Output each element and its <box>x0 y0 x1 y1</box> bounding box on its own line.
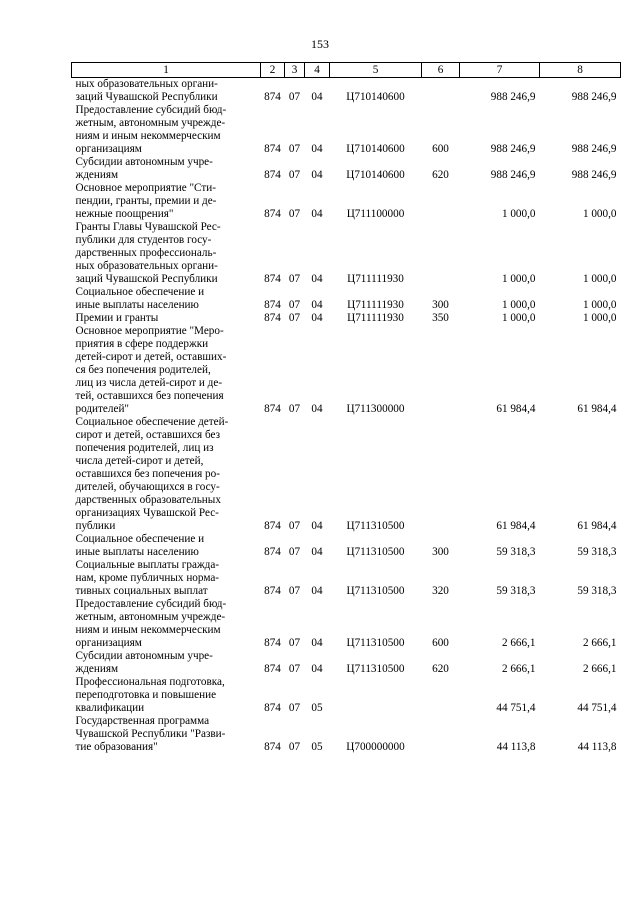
row-target-article: Ц711310500 <box>346 520 405 532</box>
row-target-article: Ц711100000 <box>346 208 405 220</box>
row-section: 07 <box>288 663 301 675</box>
header-col-5: 5 <box>330 63 422 78</box>
row-subsection: 05 <box>311 702 323 714</box>
row-target-article: Ц710140600 <box>346 91 405 103</box>
row-ministry-code: 874 <box>264 546 281 558</box>
budget-table <box>71 62 621 754</box>
row-target-article: Ц711310500 <box>346 637 405 649</box>
row-expense-type: 320 <box>432 585 449 597</box>
row-section: 07 <box>288 585 301 597</box>
header-col-4: 4 <box>305 63 330 78</box>
table-body <box>72 78 621 755</box>
row-subsection: 04 <box>311 585 323 597</box>
row-amount-2: 59 318,3 <box>577 546 617 558</box>
row-target-article: Ц711111930 <box>347 273 404 285</box>
row-section: 07 <box>288 299 301 311</box>
row-target-article: Ц711111930 <box>347 299 404 311</box>
row-expense-type: 600 <box>432 637 449 649</box>
row-subsection: 04 <box>311 403 323 415</box>
header-row <box>72 63 621 78</box>
row-name: Профессиональная подготовка, переподготовка и повышение квалификации <box>75 676 225 714</box>
row-amount-2: 44 113,8 <box>577 741 617 753</box>
row-amount-2: 44 751,4 <box>577 702 617 714</box>
row-name: Субсидии автономным учре- ждениям <box>75 156 213 181</box>
table-row <box>72 104 621 156</box>
row-subsection: 04 <box>311 312 323 324</box>
row-target-article: Ц711310500 <box>346 585 405 597</box>
row-expense-type: 300 <box>432 546 449 558</box>
row-section: 07 <box>288 546 301 558</box>
row-expense-type: 620 <box>432 663 449 675</box>
row-subsection: 04 <box>311 169 323 181</box>
row-expense-type: 620 <box>432 169 449 181</box>
table-row <box>72 156 621 182</box>
row-subsection: 04 <box>311 208 323 220</box>
row-subsection: 04 <box>311 637 323 649</box>
table-row <box>72 312 621 325</box>
row-target-article <box>330 676 422 715</box>
row-amount-1: 44 113,8 <box>496 741 536 753</box>
row-subsection: 05 <box>311 741 323 753</box>
row-section: 07 <box>288 312 301 324</box>
row-name: Гранты Главы Чувашской Рес- публики для студентов госу- дарственных профессиональ- ных образовательных органи- заций Чувашской Республики <box>75 221 221 285</box>
row-amount-1: 1 000,0 <box>501 273 536 285</box>
row-amount-1: 61 984,4 <box>496 403 536 415</box>
table-row <box>72 221 621 286</box>
row-subsection: 04 <box>311 299 323 311</box>
row-name: Государственная программа Чувашской Республики "Разви- тие образования" <box>75 715 226 753</box>
header-col-1: 1 <box>72 63 261 78</box>
row-name: Социальное обеспечение и иные выплаты населению <box>75 533 205 558</box>
row-amount-2: 988 246,9 <box>571 143 617 155</box>
row-section: 07 <box>288 403 301 415</box>
table-row <box>72 676 621 715</box>
row-subsection: 04 <box>311 663 323 675</box>
row-amount-1: 59 318,3 <box>496 585 536 597</box>
table-row <box>72 286 621 312</box>
row-amount-1: 2 666,1 <box>501 637 536 649</box>
row-ministry-code: 874 <box>264 585 281 597</box>
row-ministry-code: 874 <box>264 663 281 675</box>
row-name: ных образовательных органи- заций Чувашской Республики <box>75 78 218 103</box>
row-amount-2: 1 000,0 <box>582 299 617 311</box>
row-ministry-code: 874 <box>264 741 281 753</box>
row-subsection: 04 <box>311 546 323 558</box>
header-col-7: 7 <box>460 63 540 78</box>
row-amount-1: 61 984,4 <box>496 520 536 532</box>
table-row <box>72 78 621 105</box>
row-amount-1: 988 246,9 <box>490 91 536 103</box>
row-ministry-code: 874 <box>264 299 281 311</box>
row-name: Социальное обеспечение детей- сирот и детей, оставшихся без попечения родителей, лиц из числа детей-сирот и детей, оставшихся без попечения ро- дителей, обучающихся в госу- дарственных образовательных организациях Чувашской Рес- публики <box>75 416 229 532</box>
page-number: 153 <box>311 37 329 51</box>
row-subsection: 04 <box>311 273 323 285</box>
row-target-article: Ц711310500 <box>346 546 405 558</box>
row-subsection: 04 <box>311 520 323 532</box>
row-amount-2: 59 318,3 <box>577 585 617 597</box>
row-name: Социальное обеспечение и иные выплаты населению <box>75 286 205 311</box>
row-target-article: Ц711300000 <box>346 403 405 415</box>
row-amount-2: 2 666,1 <box>582 663 617 675</box>
row-amount-2: 988 246,9 <box>571 91 617 103</box>
row-name: Социальные выплаты гражда- нам, кроме публичных норма- тивных социальных выплат <box>75 559 220 597</box>
row-section: 07 <box>288 169 301 181</box>
header-col-6: 6 <box>422 63 460 78</box>
row-ministry-code: 874 <box>264 702 281 714</box>
row-amount-1: 1 000,0 <box>501 312 536 324</box>
row-name: Премии и гранты <box>75 312 159 324</box>
row-ministry-code: 874 <box>264 169 281 181</box>
header-col-2: 2 <box>261 63 285 78</box>
row-section: 07 <box>288 91 301 103</box>
row-target-article: Ц710140600 <box>346 169 405 181</box>
table-row <box>72 715 621 754</box>
row-amount-1: 2 666,1 <box>501 663 536 675</box>
table-row <box>72 598 621 650</box>
row-ministry-code: 874 <box>264 403 281 415</box>
row-expense-type <box>422 221 460 286</box>
row-section: 07 <box>288 273 301 285</box>
row-amount-2: 61 984,4 <box>577 403 617 415</box>
row-section: 07 <box>288 637 301 649</box>
row-expense-type <box>422 715 460 754</box>
row-amount-2: 1 000,0 <box>582 312 617 324</box>
row-expense-type: 350 <box>432 312 449 324</box>
row-expense-type: 600 <box>432 143 449 155</box>
row-section: 07 <box>288 520 301 532</box>
row-amount-2: 1 000,0 <box>582 208 617 220</box>
row-ministry-code: 874 <box>264 143 281 155</box>
row-name: Предоставление субсидий бюд- жетным, автономным учрежде- ниям и иным некоммерческим организациям <box>75 598 227 649</box>
row-amount-2: 61 984,4 <box>577 520 617 532</box>
row-section: 07 <box>288 208 301 220</box>
row-amount-2: 1 000,0 <box>582 273 617 285</box>
row-ministry-code: 874 <box>264 91 281 103</box>
row-ministry-code: 874 <box>264 637 281 649</box>
row-ministry-code: 874 <box>264 312 281 324</box>
row-amount-1: 44 751,4 <box>496 702 536 714</box>
row-target-article: Ц700000000 <box>346 741 405 753</box>
table-row <box>72 650 621 676</box>
table-row <box>72 182 621 221</box>
row-amount-2: 2 666,1 <box>582 637 617 649</box>
row-section: 07 <box>288 741 301 753</box>
row-expense-type <box>422 182 460 221</box>
row-subsection: 04 <box>311 91 323 103</box>
row-name: Предоставление субсидий бюд- жетным, автономным учрежде- ниям и иным некоммерческим организациям <box>75 104 227 155</box>
header-col-3: 3 <box>285 63 305 78</box>
row-ministry-code: 874 <box>264 520 281 532</box>
row-ministry-code: 874 <box>264 273 281 285</box>
row-amount-2: 988 246,9 <box>571 169 617 181</box>
row-target-article: Ц711111930 <box>347 312 404 324</box>
row-amount-1: 1 000,0 <box>501 208 536 220</box>
row-section: 07 <box>288 143 301 155</box>
row-expense-type: 300 <box>432 299 449 311</box>
row-target-article: Ц711310500 <box>346 663 405 675</box>
row-name: Основное мероприятие "Меро- приятия в сфере поддержки детей-сирот и детей, оставших- ся без попечения родителей, лиц из числа детей-сирот и де- тей, оставшихся без попечения родителей" <box>75 325 227 415</box>
row-expense-type <box>422 325 460 416</box>
row-expense-type <box>422 416 460 533</box>
table-row <box>72 559 621 598</box>
row-section: 07 <box>288 702 301 714</box>
row-expense-type <box>422 78 460 105</box>
row-amount-1: 988 246,9 <box>490 143 536 155</box>
row-subsection: 04 <box>311 143 323 155</box>
header-col-8: 8 <box>540 63 621 78</box>
row-amount-1: 988 246,9 <box>490 169 536 181</box>
row-amount-1: 59 318,3 <box>496 546 536 558</box>
row-expense-type <box>422 676 460 715</box>
table-row <box>72 325 621 416</box>
row-name: Основное мероприятие "Сти- пендии, гранты, премии и де- нежные поощрения" <box>75 182 217 220</box>
row-target-article: Ц710140600 <box>346 143 405 155</box>
row-amount-1: 1 000,0 <box>501 299 536 311</box>
row-name: Субсидии автономным учре- ждениям <box>75 650 213 675</box>
table-row <box>72 416 621 533</box>
row-ministry-code: 874 <box>264 208 281 220</box>
table-row <box>72 533 621 559</box>
